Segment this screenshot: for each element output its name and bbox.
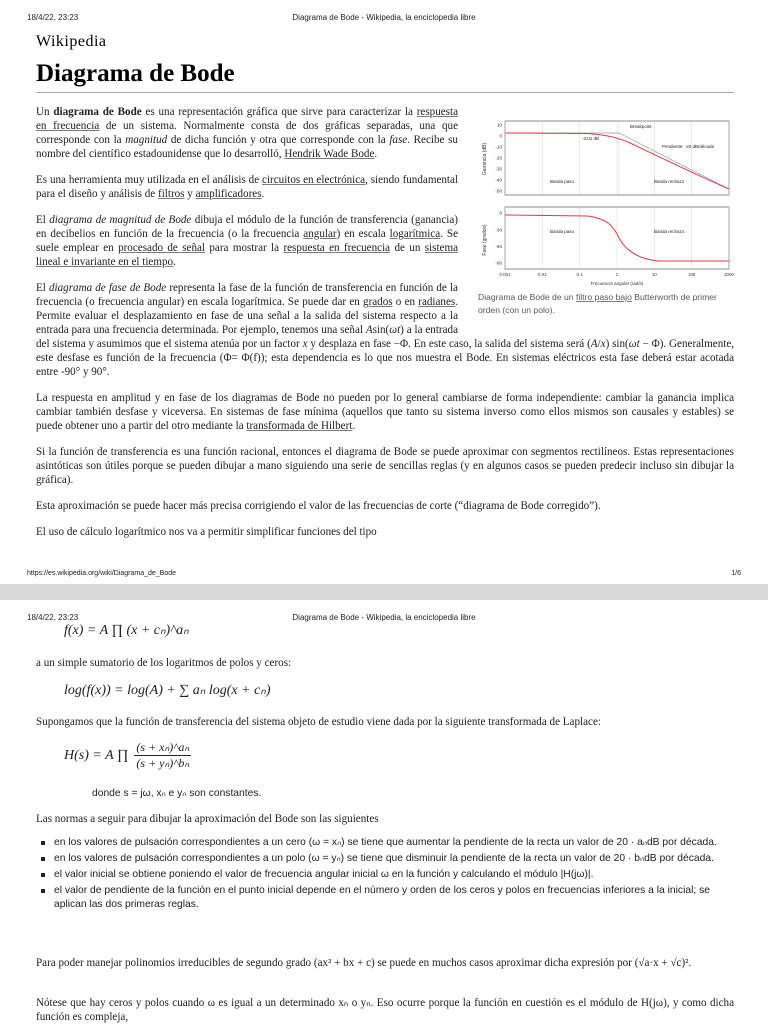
equation-transfer bbox=[64, 740, 191, 771]
magnitude-ytick-label: -10 bbox=[495, 144, 502, 150]
rule-item-pole: en los valores de pulsación correspondientes a un polo (ω = yₙ) se tiene que disminuir la pendiente de la recta un valor de 20 · bₙdB por década. bbox=[36, 852, 734, 866]
wikipedia-wordmark[interactable]: Wikipedia bbox=[36, 33, 107, 50]
link-circuitos-electronica[interactable]: circuitos en electrónica bbox=[262, 174, 366, 186]
magnitude-plot bbox=[482, 121, 729, 195]
magnitude-ytick-label: -30 bbox=[495, 166, 502, 172]
minus3db-label: -3.01 dB bbox=[582, 136, 600, 141]
bode-figure bbox=[478, 115, 734, 317]
phase-stopband-label: Banda rechazo bbox=[654, 229, 685, 234]
slope-label: Pendiente: -20 dB/década bbox=[662, 144, 715, 149]
magnitude-ytick-label: 0 bbox=[499, 133, 502, 139]
paragraph-racional: Si la función de transferencia es una función racional, entonces el diagrama de Bode se puede aproximar con segmentos rectilíneos. Estas representaciones asintóticas son útiles porque se pueden dibujar a mano siguiendo una serie de sencillas reglas (y en algunos casos se pueden predecir incluso sin dibujar la gráfica). bbox=[36, 446, 734, 486]
link-filtros[interactable]: filtros bbox=[158, 188, 185, 200]
phase-plot bbox=[482, 207, 734, 286]
rules-intro: Las normas a seguir para dibujar la aproximación del Bode son las siguientes bbox=[36, 813, 379, 825]
equation-log-sum: log(f(x)) = log(A) + ∑ aₙ log(x + cₙ) bbox=[64, 683, 271, 698]
phase-xtick-label: 10 bbox=[651, 272, 657, 277]
phase-xtick-label: 0.1 bbox=[576, 272, 583, 277]
magnitude-ytick-label: -40 bbox=[495, 177, 502, 183]
phase-ytick-label: -30 bbox=[495, 227, 502, 233]
print-footer bbox=[27, 570, 741, 582]
link-hendrik-wade-bode[interactable]: Hendrik Wade Bode bbox=[284, 148, 375, 160]
paragraph-laplace: Supongamos que la función de transferencia del sistema objeto de estudio viene dada por la siguiente transformada de Laplace: bbox=[36, 716, 601, 728]
paragraph-fase: El diagrama de fase de Bode representa la fase de la función de transferencia en función de la frecuencia (o frecuencia angular) en escala logarítmica. Se puede dar en grados o en radianes. Permite evaluar el desplazamiento en fase de una señal a la salida del sistema respecto a la entrada para una frecuencia determinada. Por ejemplo, tenemos una señal Asin(ωt) a la entrada del sistema y asumimos que el sistema atenúa por un factor x y desplaza en fase −Φ. En este caso, la salida del sistema será (A/x) sin(ωt − Φ). Generalmente, este desfase es función de la frecuencia (Φ= Φ(f)); esta dependencia es lo que nos muestra el Bode. En sistemas eléctricos esta fase deberá estar acotada entre -90° y 90°. bbox=[36, 282, 735, 378]
link-filtro-paso-bajo[interactable]: filtro paso bajo bbox=[575, 292, 632, 302]
print-date: 18/4/22, 23:23 bbox=[27, 13, 79, 22]
phase-ytick-label: 0 bbox=[499, 210, 502, 216]
paragraph-polinomios: Para poder manejar polinomios irreducibles de segundo grado (ax² + bx + c) se puede en muchos casos aproximar dicha expresión por (√a·x + √c)². bbox=[36, 957, 692, 969]
link-logaritmica[interactable]: logarítmica bbox=[389, 228, 441, 240]
where-line: donde s = jω, xₙ e yₙ son constantes. bbox=[92, 788, 262, 799]
phase-ylabel: Fase (grados) bbox=[482, 224, 488, 256]
bode-plot-image[interactable] bbox=[478, 115, 734, 287]
link-respuesta-en-frecuencia-2[interactable]: respuesta en frecuencia bbox=[283, 242, 391, 254]
term-diagrama-de-bode: diagrama de Bode bbox=[53, 106, 142, 118]
mag-stopband-label: Banda rechazo bbox=[654, 179, 685, 184]
breakpoint-label: Breakpoint bbox=[630, 124, 652, 129]
rule-item-zero: en los valores de pulsación correspondientes a un cero (ω = xₙ) se tiene que aumentar la pendiente de la recta un valor de 20 · aₙdB por década. bbox=[36, 836, 734, 850]
link-procesado-de-senal[interactable]: procesado de señal bbox=[118, 242, 206, 254]
equation-transfer-denominator: (s + yₙ)^bₙ bbox=[136, 756, 190, 770]
print-title: Diagrama de Bode - Wikipedia, la enciclopedia libre bbox=[292, 13, 476, 22]
magnitude-ylabel: Ganancia (dB) bbox=[482, 142, 488, 176]
rule-item-initial: el valor inicial se obtiene poniendo el valor de frecuencia angular inicial ω en la función y calculando el módulo |H(jω)|. bbox=[36, 868, 734, 882]
paragraph-sumatorio: a un simple sumatorio de los logaritmos de polos y ceros: bbox=[36, 657, 292, 669]
paragraph-logaritmico: El uso de cálculo logarítmico nos va a permitir simplificar funciones del tipo bbox=[36, 526, 377, 538]
phase-xtick-label: 0.001 bbox=[499, 272, 511, 277]
link-sistema-lti[interactable]: sistema lineal e invariante en el tiempo bbox=[36, 242, 459, 268]
pdf-page-2 bbox=[0, 600, 768, 1024]
paragraph-magnitud: El diagrama de magnitud de Bode dibuja el módulo de la función de transferencia (ganancia) en decibelios en función de la frecuencia (o la frecuencia angular) en escala logarítmica. Se suele emplear en procesado de señal para mostrar la respuesta en frecuencia de un sistema lineal e invariante en el tiempo. bbox=[36, 214, 459, 268]
print-title-2: Diagrama de Bode - Wikipedia, la enciclopedia libre bbox=[292, 613, 476, 622]
equation-product: f(x) = A ∏ (x + cₙ)^aₙ bbox=[64, 623, 189, 638]
page-title: Diagrama de Bode bbox=[36, 60, 734, 93]
link-radianes[interactable]: radianes bbox=[418, 296, 456, 308]
print-page-number: 1/6 bbox=[731, 570, 741, 577]
phase-ytick-label: -90 bbox=[495, 260, 502, 266]
magnitude-ytick-label: 10 bbox=[496, 122, 502, 128]
rules-list bbox=[36, 836, 734, 914]
phase-xtick-label: 1000 bbox=[724, 272, 734, 277]
phase-xtick-label: 100 bbox=[688, 272, 696, 277]
print-url[interactable]: https://es.wikipedia.org/wiki/Diagrama_de_Bode bbox=[27, 570, 177, 577]
print-date-2: 18/4/22, 23:23 bbox=[27, 613, 79, 622]
link-grados[interactable]: grados bbox=[363, 296, 393, 308]
paragraph-notese: Nótese que hay ceros y polos cuando ω es igual a un determinado xₙ o yₙ. Eso ocurre porque la función en cuestión es el módulo de H(jω), y como dicha función es compleja, bbox=[36, 997, 734, 1023]
link-respuesta-en-frecuencia[interactable]: respuesta en frecuencia bbox=[36, 106, 458, 132]
paragraph-intro: Un diagrama de Bode es una representación gráfica que sirve para caracterizar la respuesta en frecuencia de un sistema. Normalmente consta de dos gráficas separadas, una que corresponde con la magnitud de dicha función y otra que corresponde con la fase. Recibe su nombre del científico estadounidense que lo desarrolló, Hendrik Wade Bode. bbox=[36, 106, 458, 160]
article-body bbox=[36, 105, 734, 539]
mag-passband-label: Banda paso bbox=[550, 179, 575, 184]
phase-xtick-label: 1 bbox=[615, 272, 619, 277]
magnitude-ytick-label: -20 bbox=[495, 155, 502, 161]
figure-caption: Diagrama de Bode de un filtro paso bajo Butterworth de primer orden (con un polo). bbox=[478, 292, 717, 315]
link-transformada-hilbert[interactable]: transformada de Hilbert bbox=[246, 420, 353, 432]
paragraph-herramienta: Es una herramienta muy utilizada en el análisis de circuitos en electrónica, siendo fundamental para el diseño y análisis de filtros y amplificadores. bbox=[36, 174, 459, 200]
print-header bbox=[27, 13, 741, 25]
paragraph-amplitud-fase: La respuesta en amplitud y en fase de los diagramas de Bode no pueden por lo general cambiarse de forma independiente: cambiar la ganancia implica cambiar también desfase y viceversa. En sistemas de fase mínima (aquellos que tanto su sistema inverso como ellos mismos son causales y estables) se puede obtener uno a partir del otro mediante la transformada de Hilbert. bbox=[36, 392, 734, 432]
rule-item-slope: el valor de pendiente de la función en el punto inicial depende en el número y orden de los ceros y polos en frecuencias inferiores a la inicial; se aplican las dos primeras reglas. bbox=[36, 884, 734, 912]
phase-xlabel: Frecuencia angular (rad/s) bbox=[590, 281, 644, 286]
equation-transfer-lhs: H(s) = A ∏ bbox=[64, 747, 129, 763]
link-amplificadores[interactable]: amplificadores bbox=[195, 188, 262, 200]
magnitude-ytick-label: -50 bbox=[495, 188, 502, 194]
phase-passband-label: Banda paso bbox=[550, 229, 575, 234]
paragraph-aproximacion: Esta aproximación se puede hacer más precisa corrigiendo el valor de las frecuencias de corte (“diagrama de Bode corregido”). bbox=[36, 500, 601, 512]
phase-xtick-label: 0.01 bbox=[538, 272, 547, 277]
link-angular[interactable]: angular bbox=[303, 228, 337, 240]
equation-transfer-numerator: (s + xₙ)^aₙ bbox=[136, 740, 190, 754]
phase-ytick-label: -60 bbox=[495, 243, 502, 249]
